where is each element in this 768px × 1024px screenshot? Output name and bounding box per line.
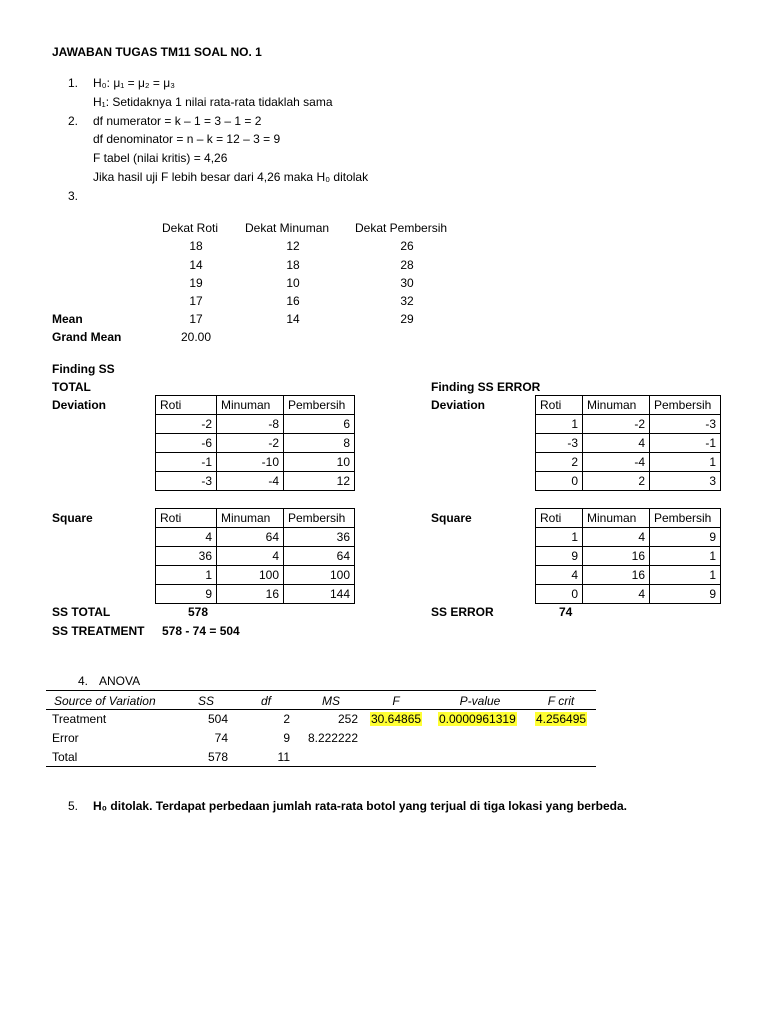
q2-df-denominator: df denominator = n – k = 12 – 3 = 9 [93,132,281,146]
q3-header-minuman: Dekat Minuman [245,221,330,235]
table-row [536,566,721,585]
table-header: Pembersih [650,509,721,528]
table-cell: -1 [156,453,217,472]
error-square-table [535,508,721,604]
anova-header-rule [46,709,596,710]
table-cell: 1 [156,566,217,585]
table-row [156,434,355,453]
table-row [536,434,721,453]
anova-row-total-label: Total [52,750,78,764]
table-cell: -2 [156,415,217,434]
table-cell: -4 [583,453,650,472]
table-cell: 4 [583,528,650,547]
deviation-label-error: Deviation [431,398,486,412]
table-row [536,547,721,566]
table-cell: 2 [583,472,650,491]
list-item: 26 [400,239,414,253]
list-item: 16 [286,294,300,308]
table-cell: 4 [583,585,650,604]
table-row [156,528,355,547]
anova-header-source: Source of Variation [54,694,156,708]
table-cell: 0 [536,472,583,491]
anova-total-df: 11 [277,750,290,764]
table-cell: -3 [536,434,583,453]
table-cell: 1 [650,547,721,566]
list-item: 14 [189,258,203,272]
mean-minuman: 14 [286,312,300,326]
table-row [536,453,721,472]
table-header: Pembersih [284,396,355,415]
table-cell: 36 [156,547,217,566]
list-item: 18 [189,239,203,253]
table-cell: 9 [536,547,583,566]
ss-treatment-label: SS TREATMENT [52,624,145,638]
anova-bottom-rule [46,766,596,767]
ss-total-label: SS TOTAL [52,605,111,619]
table-header: Roti [536,509,583,528]
q2-number: 2. [68,114,79,128]
mean-roti: 17 [189,312,203,326]
q3-header-pembersih: Dekat Pembersih [355,221,448,235]
square-label-total: Square [52,511,93,525]
table-row [536,528,721,547]
table-cell: -10 [217,453,284,472]
table-cell: 9 [650,585,721,604]
list-item: 32 [400,294,414,308]
list-item: 12 [286,239,300,253]
grand-mean-value: 20.00 [180,330,212,344]
mean-pembersih: 29 [400,312,414,326]
anova-header-ss: SS [197,694,214,708]
q1-h0: H₀: μ₁ = μ₂ = μ₃ [93,76,176,90]
table-header: Roti [156,396,217,415]
q1-number: 1. [68,76,79,90]
table-header: Minuman [217,396,284,415]
total-square-table [155,508,355,604]
table-cell: 16 [583,566,650,585]
table-cell: -3 [650,415,721,434]
q2-f-tabel: F tabel (nilai kritis) = 4,26 [93,151,228,165]
anova-treatment-fcrit: 4.256495 [536,712,587,726]
ss-treatment-value: 578 - 74 = 504 [162,624,240,638]
table-row [536,472,721,491]
table-row [156,453,355,472]
anova-total-ss: 578 [207,750,228,764]
anova-row-error-label: Error [52,731,79,745]
table-row [156,547,355,566]
anova-label: ANOVA [99,674,141,688]
anova-treatment-f: 30.64865 [371,712,422,726]
square-label-error: Square [431,511,472,525]
list-item: 19 [189,276,203,290]
table-cell: 1 [536,415,583,434]
anova-header-fcrit: F crit [547,694,575,708]
anova-header-df: df [260,694,271,708]
table-header: Minuman [583,396,650,415]
document-title: JAWABAN TUGAS TM11 SOAL NO. 1 [52,45,262,59]
table-cell: 12 [284,472,355,491]
anova-header-pvalue: P-value [459,694,501,708]
anova-header-ms: MS [322,694,340,708]
anova-top-rule [46,690,596,691]
table-cell: 36 [284,528,355,547]
q3-number: 3. [68,189,79,203]
table-cell: -4 [217,472,284,491]
table-header: Roti [536,396,583,415]
anova-error-df: 9 [283,731,290,745]
total-label: TOTAL [52,380,91,394]
list-item: 18 [286,258,300,272]
table-header: Roti [156,509,217,528]
anova-treatment-ss: 504 [207,712,228,726]
table-header: Pembersih [284,509,355,528]
q5-number: 5. [68,799,79,813]
list-item: 30 [400,276,414,290]
table-cell: 64 [284,547,355,566]
table-cell: 1 [650,566,721,585]
list-item: 10 [286,276,300,290]
ss-error-label: SS ERROR [431,605,494,619]
table-cell: -1 [650,434,721,453]
anova-treatment-pvalue: 0.0000961319 [439,712,516,726]
table-cell: 16 [583,547,650,566]
table-cell: -6 [156,434,217,453]
table-cell: 16 [217,585,284,604]
table-cell: 3 [650,472,721,491]
q4-number: 4. [78,674,89,688]
deviation-label-total: Deviation [52,398,107,412]
table-cell: -2 [583,415,650,434]
error-deviation-table [535,395,721,491]
table-row [156,472,355,491]
table-cell: 4 [536,566,583,585]
table-cell: 9 [650,528,721,547]
anova-treatment-df: 2 [283,712,290,726]
list-item: 28 [400,258,414,272]
table-cell: 4 [217,547,284,566]
ss-error-value: 74 [559,605,573,619]
anova-error-ss: 74 [214,731,228,745]
table-row [536,415,721,434]
table-cell: 0 [536,585,583,604]
table-cell: 4 [156,528,217,547]
total-deviation-table [155,395,355,491]
table-cell: 100 [284,566,355,585]
finding-ss-error-label: Finding SS ERROR [431,380,541,394]
anova-row-treatment-label: Treatment [52,712,107,726]
anova-header-f: F [392,694,400,708]
table-cell: -8 [217,415,284,434]
table-row [156,566,355,585]
table-cell: 6 [284,415,355,434]
table-cell: 100 [217,566,284,585]
table-cell: 64 [217,528,284,547]
table-header: Minuman [583,509,650,528]
q2-df-numerator: df numerator = k – 1 = 3 – 1 = 2 [93,114,262,128]
list-item: 17 [189,294,203,308]
table-cell: 1 [536,528,583,547]
table-cell: 4 [583,434,650,453]
table-cell: 9 [156,585,217,604]
q3-header-roti: Dekat Roti [162,221,219,235]
q5-conclusion: H₀ ditolak. Terdapat perbedaan jumlah rata-rata botol yang terjual di tiga lokasi yang berbeda. [93,799,627,813]
q2-decision-rule: Jika hasil uji F lebih besar dari 4,26 maka H₀ ditolak [93,170,369,184]
table-row [156,585,355,604]
ss-total-value: 578 [188,605,209,619]
finding-ss-label: Finding SS [52,362,115,376]
grand-mean-label: Grand Mean [52,330,122,344]
anova-treatment-ms: 252 [337,712,358,726]
table-cell: 1 [650,453,721,472]
q1-h1: H₁: Setidaknya 1 nilai rata-rata tidaklah sama [93,95,333,109]
table-row [156,415,355,434]
table-cell: 8 [284,434,355,453]
anova-error-ms: 8.222222 [307,731,358,745]
table-cell: -2 [217,434,284,453]
table-header: Pembersih [650,396,721,415]
table-header: Minuman [217,509,284,528]
table-cell: -3 [156,472,217,491]
table-row [536,585,721,604]
table-cell: 10 [284,453,355,472]
table-cell: 144 [284,585,355,604]
mean-label: Mean [52,312,83,326]
table-cell: 2 [536,453,583,472]
